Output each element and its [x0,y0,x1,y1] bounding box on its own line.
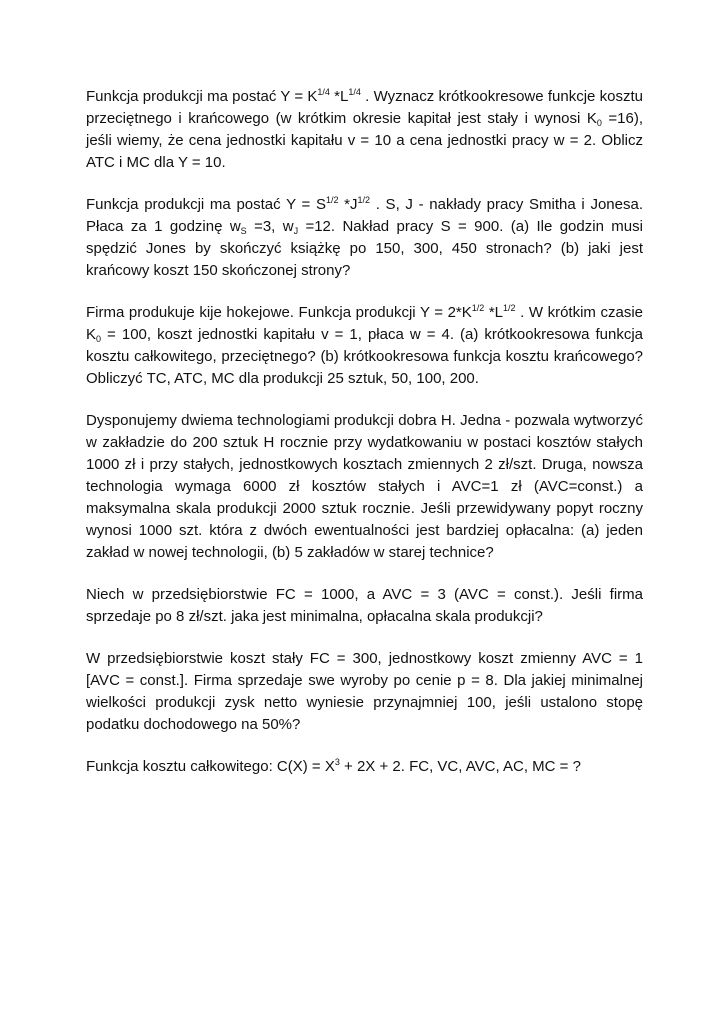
problem-list [86,86,643,778]
text-run: + 2X + 2. FC, VC, AVC, AC, MC = ? [339,758,581,775]
text-run: Funkcja produkcji ma postać Y = K [86,88,318,105]
text-run: Dysponujemy dwiema technologiami produkcji dobra H. Jedna - pozwala wytworzyć w zakładzie do 200 sztuk H rocznie przy wydatkowaniu w postaci kosztów stałych 1000 zł i przy stałych, jednostkowych kosztach zmiennych 2 zł/szt. Druga, nowsza technologia wymaga 6000 zł kosztów stałych i AVC=1 zł (AVC=const.) a maksymalna skala produkcji 2000 sztuk rocznie. Jeśli przewidywany popyt roczny wynosi 1000 szt. która z dwóch ewentualności jest bardziej opłacalna: (a) jeden zakład w nowej technologii, (b) 5 zakładów w starej technice? [86,412,643,561]
exponent: 1/2 [471,303,485,313]
text-run: Niech w przedsiębiorstwie FC = 1000, a AVC = 3 (AVC = const.). Jeśli firma sprzedaje po 8 zł/szt. jaka jest minimalna, opłacalna skala produkcji? [86,586,643,625]
text-run: W przedsiębiorstwie koszt stały FC = 300, jednostkowy koszt zmienny AVC = 1 [AVC = const.]. Firma sprzedaje swe wyroby po cenie p = 8. Dla jakiej minimalnej wielkości produkcji zysk netto wyniesie przynajmniej 100, jeśli ustalono stopę podatku dochodowego na 50%? [86,650,643,733]
subscript: 0 [596,118,602,128]
problem-7 [86,756,643,778]
text-run: *L [329,88,349,105]
exponent: 1/2 [325,195,339,205]
problem-1 [86,86,643,174]
problem-3 [86,302,643,390]
exponent: 1/4 [348,87,361,97]
exponent: 1/2 [357,195,371,205]
text-run: Funkcja kosztu całkowitego: C(X) = X [86,758,335,775]
problem-4 [86,410,643,564]
text-run: =3, w [246,218,294,235]
subscript: 0 [96,334,102,344]
text-run: *J [338,196,358,213]
text-run: *L [484,304,504,321]
problem-2 [86,194,643,282]
text-run: =16), jeśli wiemy, że cena jednostki kapitału v = 10 a cena jednostki pracy w = 2. Oblicz ATC i MC dla Y = 10. [86,110,643,171]
exponent: 1/4 [317,87,330,97]
problem-6 [86,648,643,736]
subscript: S [240,226,247,236]
text-run: . Wyznacz krótkookresowe funkcje kosztu przeciętnego i krańcowego (w krótkim okresie kapitał jest stały i wynosi K [86,88,643,127]
text-run: Firma produkuje kije hokejowe. Funkcja produkcji Y = 2*K [86,304,472,321]
exponent: 1/2 [503,303,516,313]
text-run: =12. Nakład pracy S = 900. (a) Ile godzin musi spędzić Jones by skończyć książkę po 150, 300, 450 stronach? (b) jaki jest krańcowy koszt 150 skończonej strony? [86,218,643,279]
text-run: . W krótkim czasie K [86,304,643,343]
text-run: . S, J - nakłady pracy Smitha i Jonesa. Płaca za 1 godzinę w [86,196,643,235]
problem-5 [86,584,643,628]
subscript: J [293,226,299,236]
text-run: = 100, koszt jednostki kapitału v = 1, płaca w = 4. (a) krótkookresowa funkcja kosztu całkowitego, przeciętnego? (b) krótkookresowa funkcja kosztu krańcowego? Obliczyć TC, ATC, MC dla produkcji 25 sztuk, 50, 100, 200. [86,326,643,387]
exponent: 3 [334,757,340,767]
text-run: Funkcja produkcji ma postać Y = S [86,196,326,213]
